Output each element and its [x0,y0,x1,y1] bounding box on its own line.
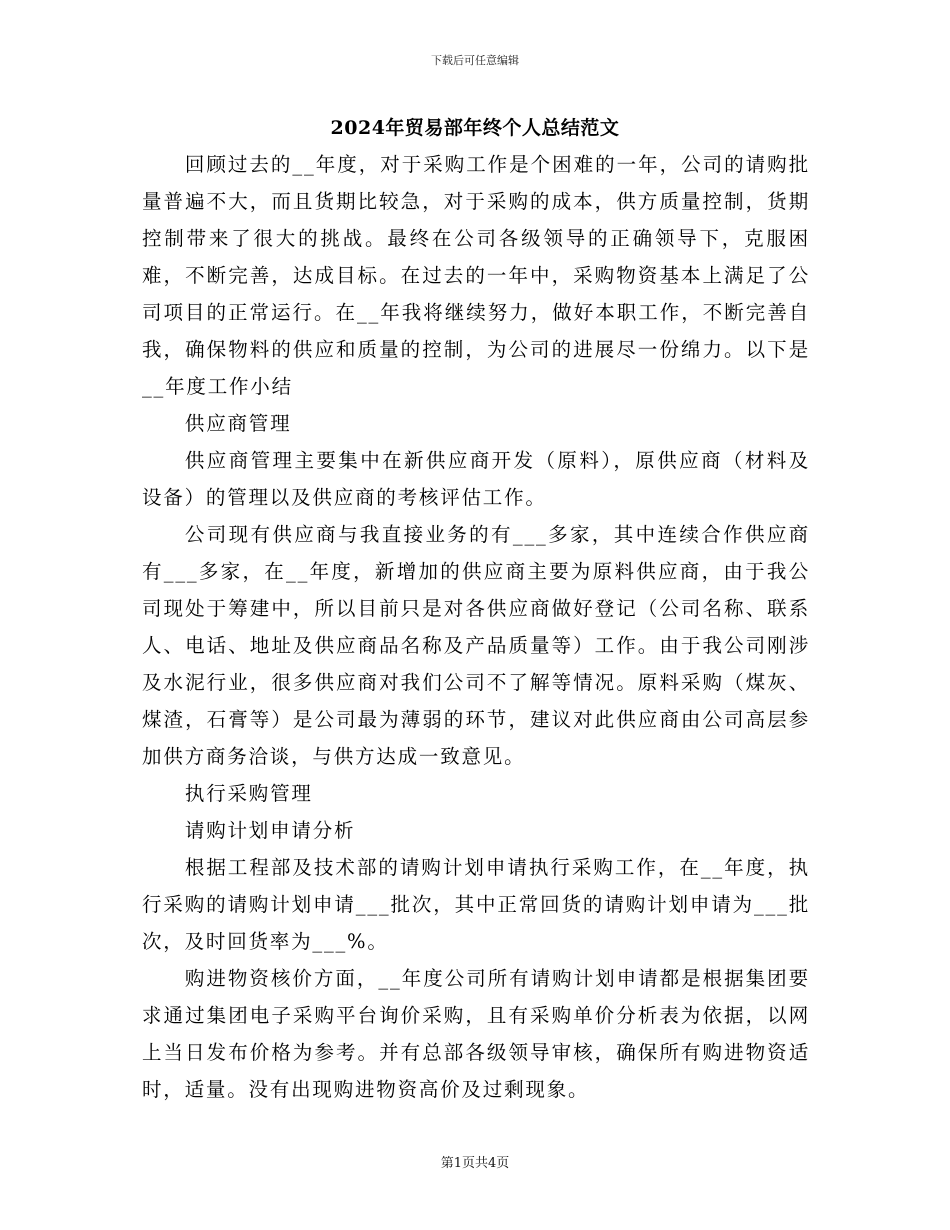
document-title: 2024年贸易部年终个人总结范文 [330,117,620,139]
document-body [142,146,810,1108]
paragraph-supplier-details: 公司现有供应商与我直接业务的有___多家，其中连续合作供应商有___多家，在__年度，新增加的供应商主要为原料供应商，由于我公司现处于筹建中，所以目前只是对各供应商做好登记（公司名称、联系人、电话、地址及供应商品名称及产品质量等）工作。由于我公司刚涉及水泥行业，很多供应商对我们公司不了解等情况。原料采购（煤灰、煤渣，石膏等）是公司最为薄弱的环节，建议对此供应商由公司高层参加供方商务洽谈，与供方达成一致意见。 [142,523,810,768]
section-heading-supplier-management: 供应商管理 [184,412,292,435]
paragraph-price-review: 购进物资核价方面，__年度公司所有请购计划申请都是根据集团要求通过集团电子采购平台询价采购，且有采购单价分析表为依据，以网上当日发布价格为参考。并有总部各级领导审核，确保所有购进物资适时，适量。没有出现购进物资高价及过剩现象。 [142,967,810,1101]
paragraph-supplier-focus: 供应商管理主要集中在新供应商开发（原料），原供应商（材料及设备）的管理以及供应商的考核评估工作。 [142,449,810,509]
page-number: 第1页共4页 [440,1156,510,1171]
paragraph-intro: 回顾过去的__年度，对于采购工作是个困难的一年，公司的请购批量普遍不大，而且货期比较急，对于采购的成本，供方质量控制，货期控制带来了很大的挑战。最终在公司各级领导的正确领导下，克服困难，不断完善，达成目标。在过去的一年中，采购物资基本上满足了公司项目的正常运行。在__年我将继续努力，做好本职工作，不断完善自我，确保物料的供应和质量的控制，为公司的进展尽一份绵力。以下是__年度工作小结 [142,153,810,398]
header-note: 下载后可任意编辑 [431,54,519,67]
subheading-purchase-request-analysis: 请购计划申请分析 [184,819,356,842]
paragraph-purchase-requests: 根据工程部及技术部的请购计划申请执行采购工作，在__年度，执行采购的请购计划申请___批次，其中正常回货的请购计划申请为___批次，及时回货率为___%。 [142,856,810,953]
section-heading-procurement-management: 执行采购管理 [184,782,313,805]
